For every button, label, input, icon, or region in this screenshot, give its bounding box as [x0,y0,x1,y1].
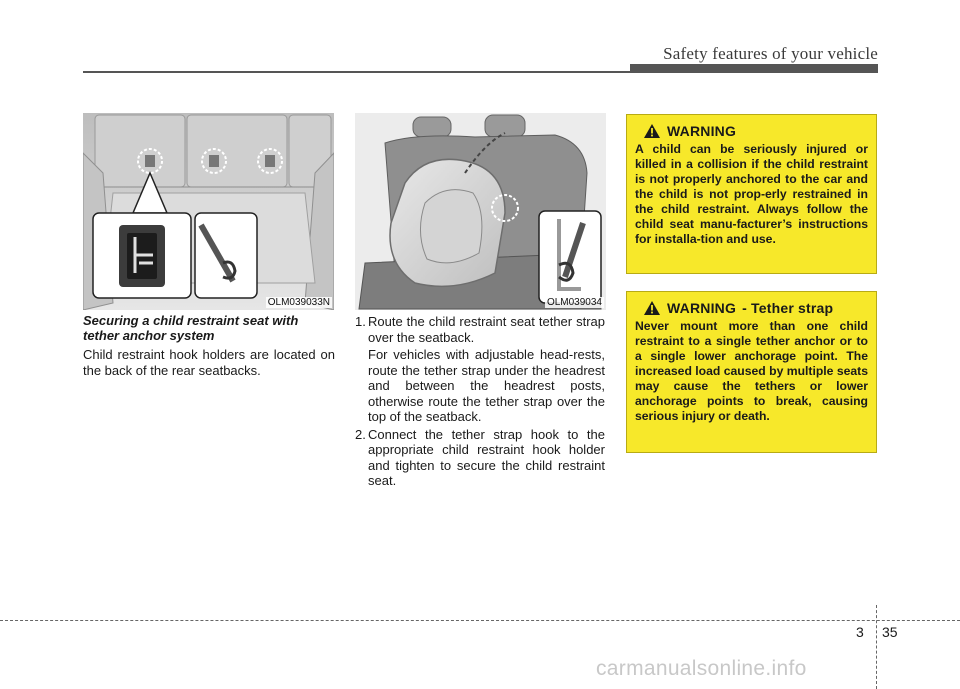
body-paragraph: Child restraint hook holders are located on the back of the rear seatbacks. [83,347,335,378]
header-rule [83,71,878,73]
step-number: 1. [355,314,366,329]
warning-box-tether [626,291,877,453]
footer-rule [0,620,960,621]
warning-box-general [626,114,877,274]
section-title: Safety features of your vehicle [663,44,878,63]
warning-icon [643,123,661,139]
instruction-steps [355,314,605,491]
warning-subtitle: - Tether strap [742,300,834,316]
warning-title: WARNING [667,123,737,139]
chapter-number: 3 [856,624,864,640]
figure-code-middle: OLM039034 [546,297,602,308]
step-item [355,427,605,489]
step-text: Connect the tether strap hook to the appropriate child restraint hook holder and tighten to secure the child restraint seat. [368,426,605,488]
warning-text: Never mount more than one child restraint to a single tether anchor or to a single lower anchorage point. The increased load caused by multiple seats may cause the tethers or lower anchorage points to break, causing serious injury or death. [635,319,869,423]
warning-text: A child can be seriously injured or killed in a collision if the child restraint is not properly anchored to the car and the child is not prop-erly restrained in the child restraint. Always follow the child seat manu-facturer’s instructions for installa-tion and use. [635,142,868,246]
cargo-area-illustration [83,113,334,310]
watermark: carmanualsonline.info [596,657,807,680]
step-text: Route the child restraint seat tether strap over the seatback. [368,314,605,345]
warning-title: WARNING [667,300,737,316]
step-note: For vehicles with adjustable head-rests, route the tether strap under the headrest and between the headrest posts, otherwise route the tether strap over the top of the seatback. [368,347,605,424]
figure-cargo-anchors [83,113,334,310]
header-rule-thick [630,64,878,71]
step-number: 2. [355,426,366,442]
warning-heading [643,123,868,139]
warning-heading [643,300,868,316]
step-item [355,314,605,345]
child-seat-illustration [355,113,606,310]
figure-code-left: OLM039033N [267,297,330,308]
warning-icon [643,300,661,316]
subheading: Securing a child restraint seat with tether anchor system [83,313,299,343]
page-number: 35 [882,624,898,640]
footer-divider [876,605,877,689]
figure-child-seat [355,113,606,310]
